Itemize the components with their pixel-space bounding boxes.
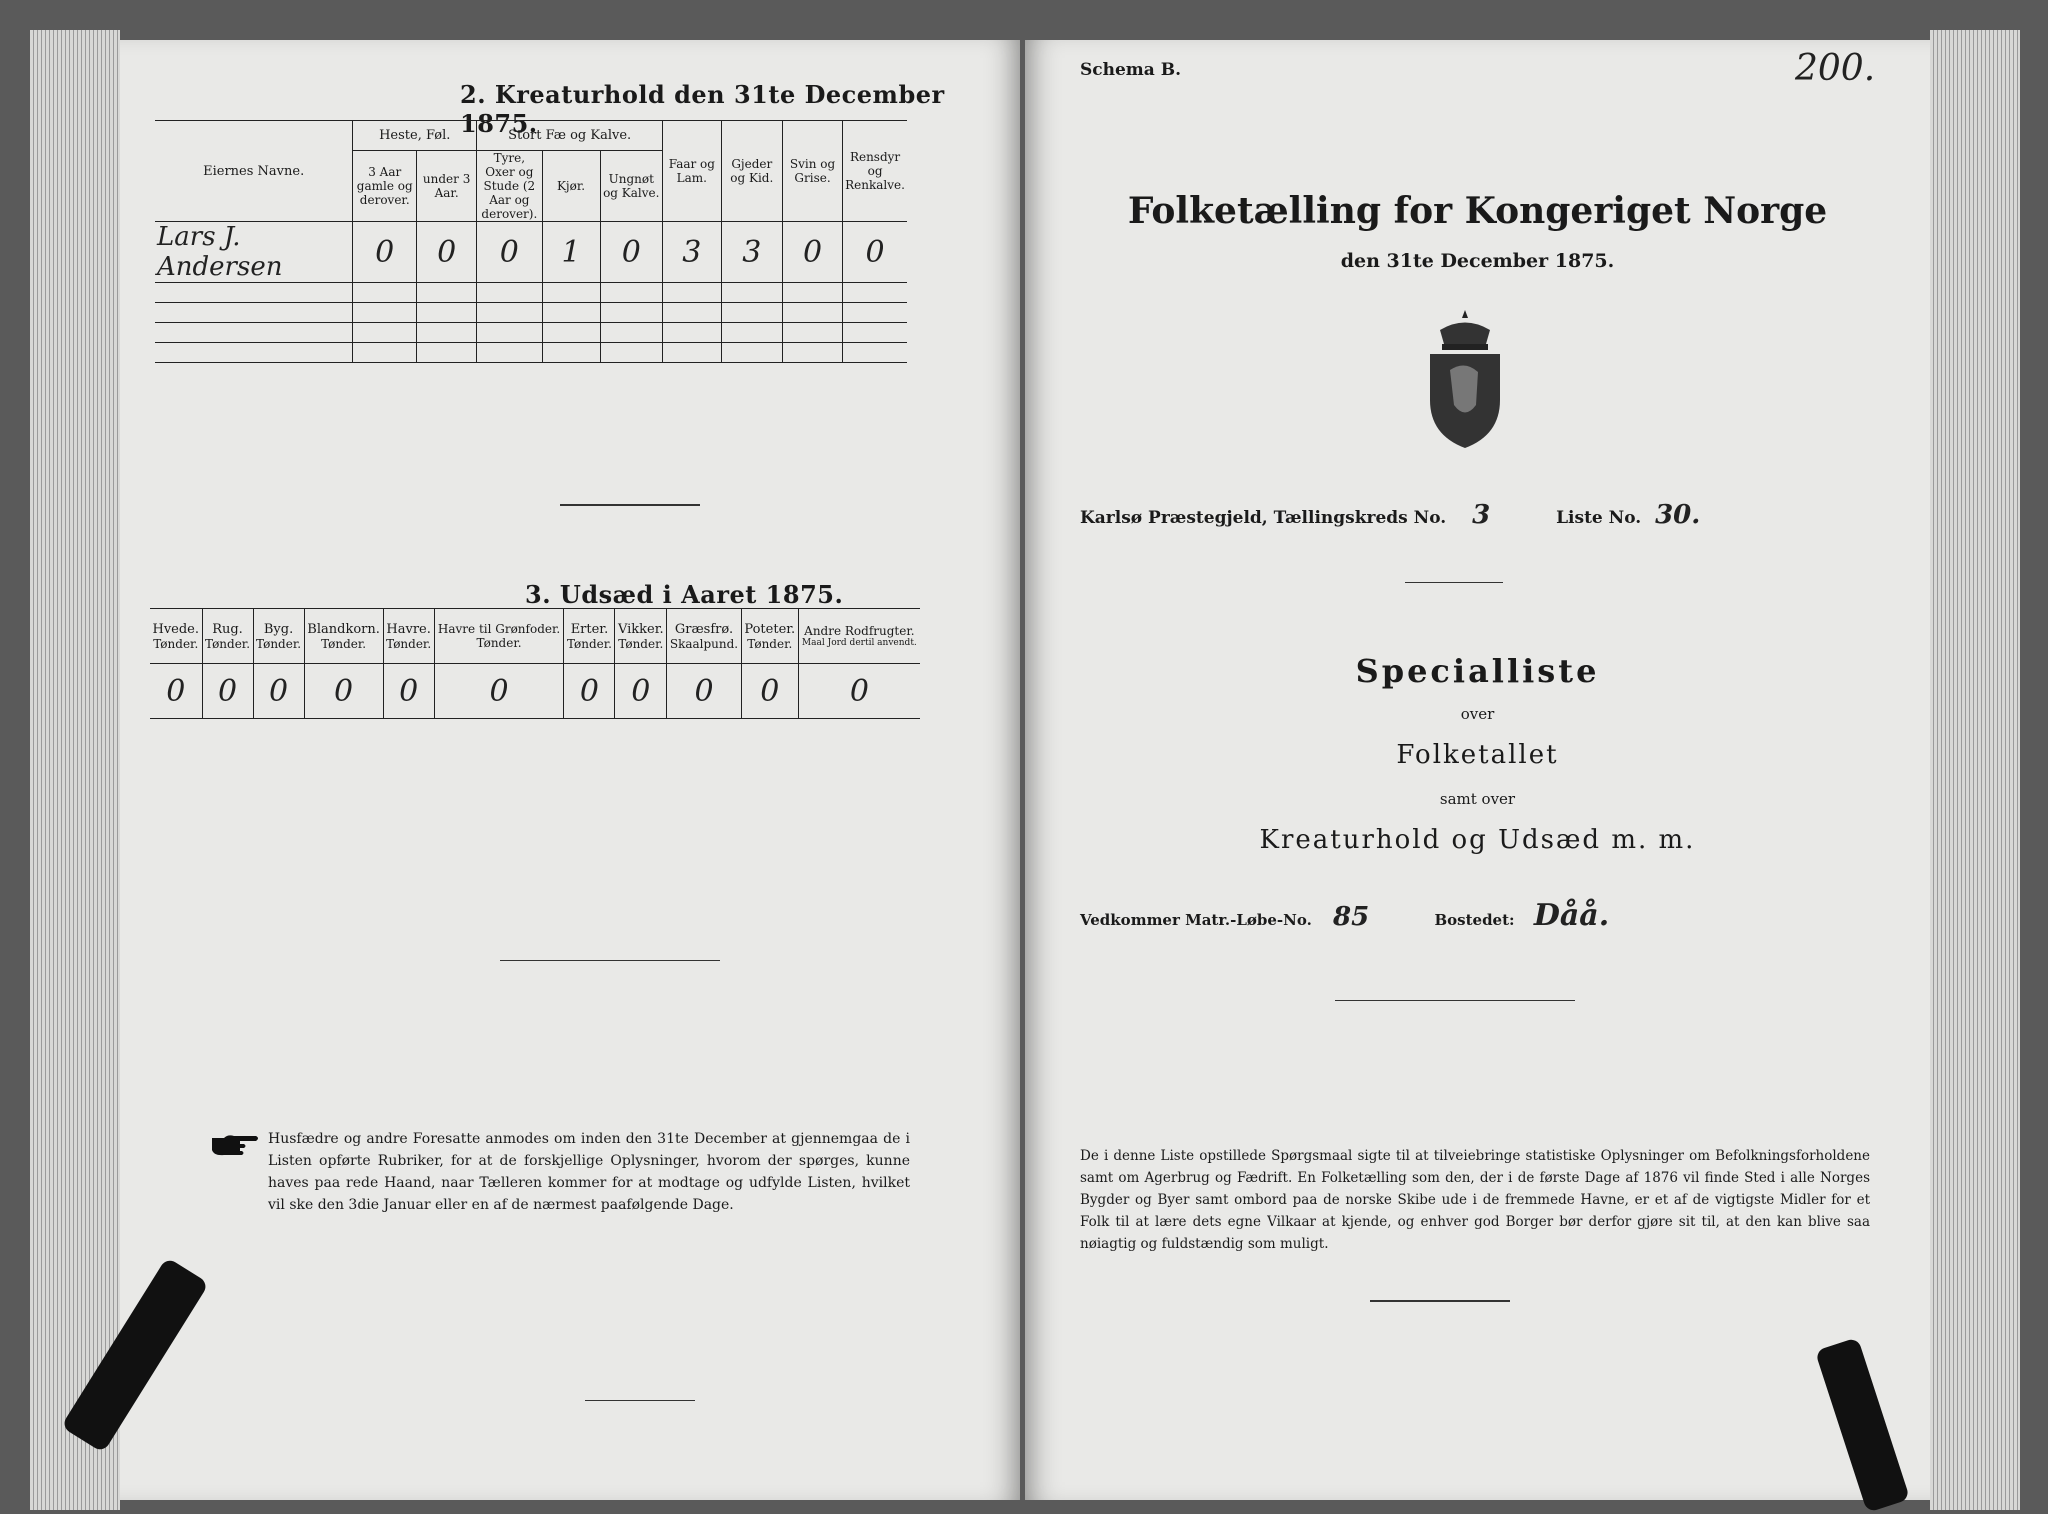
- seed-table: [150, 608, 920, 719]
- seed-value: 0: [667, 664, 742, 719]
- special-title: Specialliste: [1355, 652, 1600, 690]
- instructions-notice: Husfædre og andre Foresatte anmodes om inden den 31te December at gjennemgaa de i Listen opførte Rubriker, for at de forskjellige Oplysninger, hvorom der spørges, kunne haves paa rede Haand, naar Tælleren kommer for at modtage og udfylde Listen, hvilket vil ske den 3die Januar eller en af de nærmest paafølgende Dage.: [268, 1131, 910, 1213]
- seed-col-unit: Tønder.: [386, 636, 432, 651]
- seed-value: 0: [304, 664, 383, 719]
- seed-value: 0: [564, 664, 615, 719]
- col-faar: Faar og Lam.: [663, 121, 722, 222]
- coat-of-arms-icon: [1420, 310, 1510, 450]
- liste-number: 30.: [1655, 500, 1701, 530]
- owner-name: Lars J. Andersen: [155, 222, 353, 283]
- bosted-value: Dåå.: [1533, 898, 1610, 933]
- seed-col-unit: Tønder.: [476, 636, 522, 650]
- matr-number: 85: [1333, 902, 1370, 932]
- seed-col-unit: Tønder.: [256, 636, 302, 651]
- value-cell: 0: [353, 222, 417, 283]
- table-row: [150, 664, 920, 719]
- divider: [1335, 1000, 1575, 1001]
- col-ungnot: Ungnøt og Kalve.: [600, 151, 663, 222]
- value-cell: 3: [721, 222, 782, 283]
- col-heste-young: under 3 Aar.: [417, 151, 477, 222]
- col-svin: Svin og Grise.: [782, 121, 842, 222]
- divider: [585, 1400, 695, 1401]
- table-row: [155, 222, 907, 283]
- value-cell: 0: [782, 222, 842, 283]
- footer-text: De i denne Liste opstillede Spørgsmaal sigte til at tilveiebringe statistiske Oplysninger om Befolkningsforholdene samt om Agerbrug og Fædrift. En Folketælling som den, der i de første Dage af 1876 vil finde Sted i alle Norges Bygder og Byer samt ombord paa de norske Skibe ude i de fremmede Havne, er et af de vigtigste Midler for et Folk til at lære dets egne Vilkaar at kjende, og enhver god Borger bør derfor gjøre sit til, at den kan blive saa nøiagtig og fuldstændig som muligt.: [1080, 1148, 1870, 1252]
- section2-title: 2. Kreaturhold den 31te December 1875.: [460, 80, 945, 138]
- district-line: [1080, 500, 1700, 530]
- bosted-prefix: Bostedet:: [1434, 911, 1515, 929]
- group-stort: Stort Fæ og Kalve.: [477, 121, 663, 151]
- seed-col-name: Byg.: [263, 621, 294, 637]
- seed-col-unit: Maal Jord dertil anvendt.: [801, 638, 917, 648]
- census-date: den 31te December 1875.: [1340, 250, 1615, 272]
- divider: [500, 960, 720, 961]
- divider: [1370, 1300, 1510, 1302]
- right-page-edges: [1930, 30, 2020, 1510]
- seed-col-name: Græsfrø.: [674, 621, 734, 637]
- schema-label: Schema B.: [1080, 60, 1182, 80]
- pointing-hand-icon: [210, 1130, 260, 1160]
- seed-col-unit: Tønder.: [566, 636, 612, 651]
- seed-col-name: Vikker.: [617, 621, 664, 637]
- liste-prefix: Liste No.: [1556, 508, 1642, 528]
- seed-col-unit: Tønder.: [205, 636, 251, 651]
- seed-value: 0: [202, 664, 253, 719]
- seed-value: 0: [798, 664, 920, 719]
- col-kjor: Kjør.: [542, 151, 600, 222]
- seed-value: 0: [150, 664, 202, 719]
- seed-col-name: Blandkorn.: [307, 621, 380, 637]
- samt-over-label: samt over: [1439, 790, 1516, 808]
- col-rensdyr: Rensdyr og Renkalve.: [843, 121, 907, 222]
- seed-col-name: Havre.: [386, 621, 431, 637]
- right-page: [1025, 40, 1930, 1500]
- seed-col-name: Havre til Grønfoder.: [437, 622, 561, 636]
- value-cell: 1: [542, 222, 600, 283]
- value-cell: 3: [663, 222, 722, 283]
- value-cell: 0: [843, 222, 907, 283]
- left-page-edges: [30, 30, 120, 1510]
- matr-prefix: Vedkommer Matr.-Løbe-No.: [1080, 911, 1312, 929]
- col-tyre: Tyre, Oxer og Stude (2 Aar og derover).: [477, 151, 542, 222]
- seed-value: 0: [383, 664, 434, 719]
- over-label: over: [1460, 705, 1495, 723]
- seed-col-unit: Tønder.: [153, 636, 199, 651]
- seed-col-name: Erter.: [570, 621, 609, 637]
- seed-col-name: Hvede.: [152, 621, 200, 637]
- matr-line: [1080, 898, 1609, 933]
- owner-header: Eiernes Navne.: [155, 121, 353, 222]
- seed-value: 0: [434, 664, 564, 719]
- value-cell: 0: [600, 222, 663, 283]
- seed-col-unit: Tønder.: [618, 636, 664, 651]
- value-cell: 0: [417, 222, 477, 283]
- seed-col-name: Rug.: [212, 621, 243, 637]
- main-title: Folketælling for Kongeriget Norge: [1127, 190, 1828, 232]
- seed-value: 0: [615, 664, 667, 719]
- col-heste-old: 3 Aar gamle og derover.: [353, 151, 417, 222]
- folketallet-label: Folketallet: [1396, 740, 1559, 770]
- seed-col-unit: Skaalpund.: [669, 636, 739, 651]
- divider: [560, 504, 700, 506]
- section3-title: 3. Udsæd i Aaret 1875.: [525, 580, 844, 609]
- seed-value: 0: [741, 664, 798, 719]
- district-prefix: Karlsø Præstegjeld, Tællingskreds No.: [1080, 508, 1447, 528]
- seed-col-name: Poteter.: [744, 621, 796, 637]
- col-gjeder: Gjeder og Kid.: [721, 121, 782, 222]
- page-number: 200.: [1795, 48, 1876, 89]
- kreaturhold-label: Kreaturhold og Udsæd m. m.: [1259, 825, 1696, 855]
- seed-col-name: Andre Rodfrugter.: [804, 624, 915, 638]
- seed-value: 0: [253, 664, 304, 719]
- divider: [1405, 582, 1503, 583]
- value-cell: 0: [477, 222, 542, 283]
- seed-col-unit: Tønder.: [321, 636, 367, 651]
- seed-col-unit: Tønder.: [747, 636, 793, 651]
- livestock-table: [155, 120, 907, 363]
- district-number: 3: [1472, 500, 1491, 530]
- group-heste: Heste, Føl.: [353, 121, 477, 151]
- left-page: [120, 40, 1020, 1500]
